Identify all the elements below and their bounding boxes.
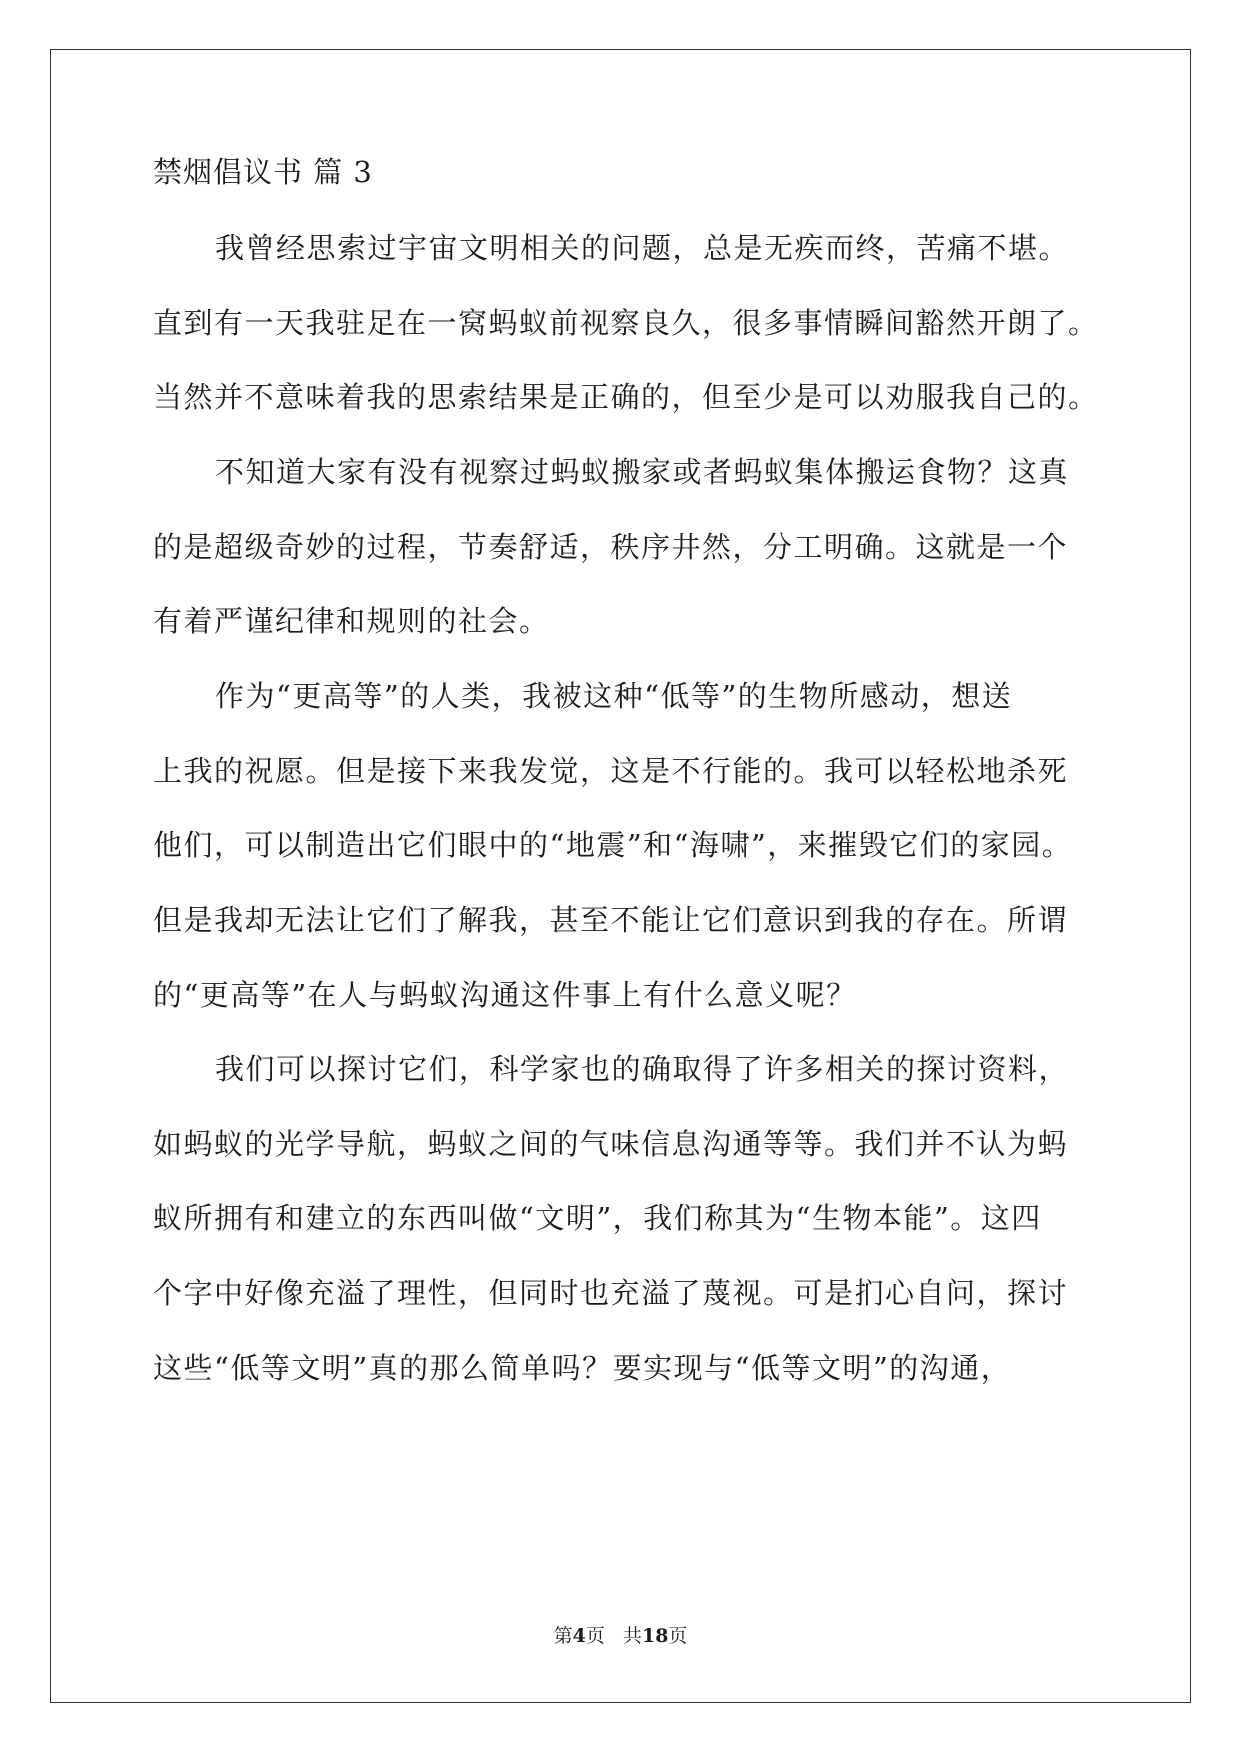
document-title: 禁烟倡议书 篇 3 (153, 155, 373, 189)
paragraph-line: 蚁所拥有和建立的东西叫做“文明”，我们称其为“生物本能”。这四 (153, 1201, 1042, 1235)
page-suffix: 页 (585, 1625, 605, 1647)
paragraph-line: 直到有一天我驻足在一窝蚂蚁前视察良久，很多事情瞬间豁然开朗了。 (153, 306, 1099, 340)
paragraph-line: 作为“更高等”的人类，我被这种“低等”的生物所感动，想送 (215, 679, 1013, 713)
paragraph-line: 我曾经思索过宇宙文明相关的问题，总是无疾而终，苦痛不堪。 (215, 231, 1070, 265)
paragraph-line: 的是超级奇妙的过程，节奏舒适，秩序井然，分工明确。这就是一个 (153, 530, 1069, 564)
page-footer (0, 1624, 1241, 1648)
page-total: 18 (641, 1625, 669, 1647)
page-current: 4 (572, 1625, 586, 1647)
page-border (50, 49, 1191, 1703)
paragraph-line: 如蚂蚁的光学导航，蚂蚁之间的气味信息沟通等等。我们并不认为蚂 (153, 1127, 1069, 1161)
page-prefix: 第 (553, 1625, 573, 1647)
paragraph-line: 当然并不意味着我的思索结果是正确的，但至少是可以劝服我自己的。 (153, 380, 1099, 414)
total-suffix: 页 (668, 1625, 688, 1647)
paragraph-line: 个字中好像充溢了理性，但同时也充溢了蔑视。可是扪心自问，探讨 (153, 1276, 1069, 1310)
paragraph-line: 他们，可以制造出它们眼中的“地震”和“海啸”，来摧毁它们的家园。 (153, 828, 1073, 862)
paragraph-line: 不知道大家有没有视察过蚂蚁搬家或者蚂蚁集体搬运食物？这真 (215, 455, 1070, 489)
paragraph-line: 的“更高等”在人与蚂蚁沟通这件事上有什么意义呢？ (153, 978, 857, 1012)
paragraph-line: 我们可以探讨它们，科学家也的确取得了许多相关的探讨资料， (215, 1052, 1070, 1086)
paragraph-line: 上我的祝愿。但是接下来我发觉，这是不行能的。我可以轻松地杀死 (153, 754, 1069, 788)
total-prefix: 共 (622, 1625, 642, 1647)
paragraph-line: 有着严谨纪律和规则的社会。 (153, 604, 550, 638)
paragraph-line: 这些“低等文明”真的那么简单吗？要实现与“低等文明”的沟通， (153, 1351, 1012, 1385)
paragraph-line: 但是我却无法让它们了解我，甚至不能让它们意识到我的存在。所谓 (153, 903, 1069, 937)
